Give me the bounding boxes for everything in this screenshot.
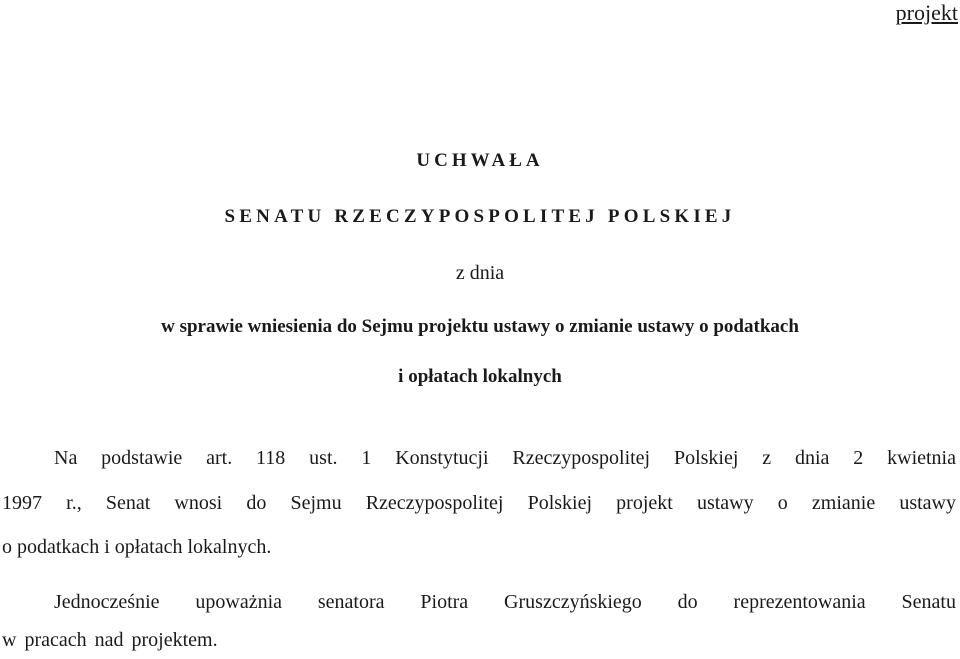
subject-line-1: w sprawie wniesienia do Sejmu projektu ustawy o zmianie ustawy o podatkach [161, 316, 799, 337]
body-paragraph-1 [2, 436, 956, 570]
title-line-senat: SENATU RZECZYPOSPOLITEJ POLSKIEJ [224, 206, 736, 227]
subject-line-2: i opłatach lokalnych [398, 366, 562, 387]
document-status-label: projekt [895, 0, 958, 25]
document-date: z dnia [455, 262, 505, 284]
document-title [0, 150, 960, 172]
body-paragraph-2 [2, 583, 956, 659]
paragraph-1-line-1: Na podstawie art. 118 ust. 1 Konstytucji Rzeczypospolitej Polskiej z dnia 2 kwietnia [54, 447, 956, 469]
document-issuer [0, 206, 960, 228]
paragraph-2-line-1: Jednocześnie upoważnia senatora Piotra Gruszczyńskiego do reprezentowania Senatu [54, 591, 956, 613]
paragraph-1-line-2: 1997 r., Senat wnosi do Sejmu Rzeczypospolitej Polskiej projekt ustawy o zmianie ustawy [2, 491, 956, 514]
paragraph-1-line-3: o podatkach i opłatach lokalnych. [2, 536, 272, 558]
paragraph-2-line-2: w pracach nad projektem. [2, 629, 218, 651]
title-line-uchwala: UCHWAŁA [416, 150, 544, 171]
